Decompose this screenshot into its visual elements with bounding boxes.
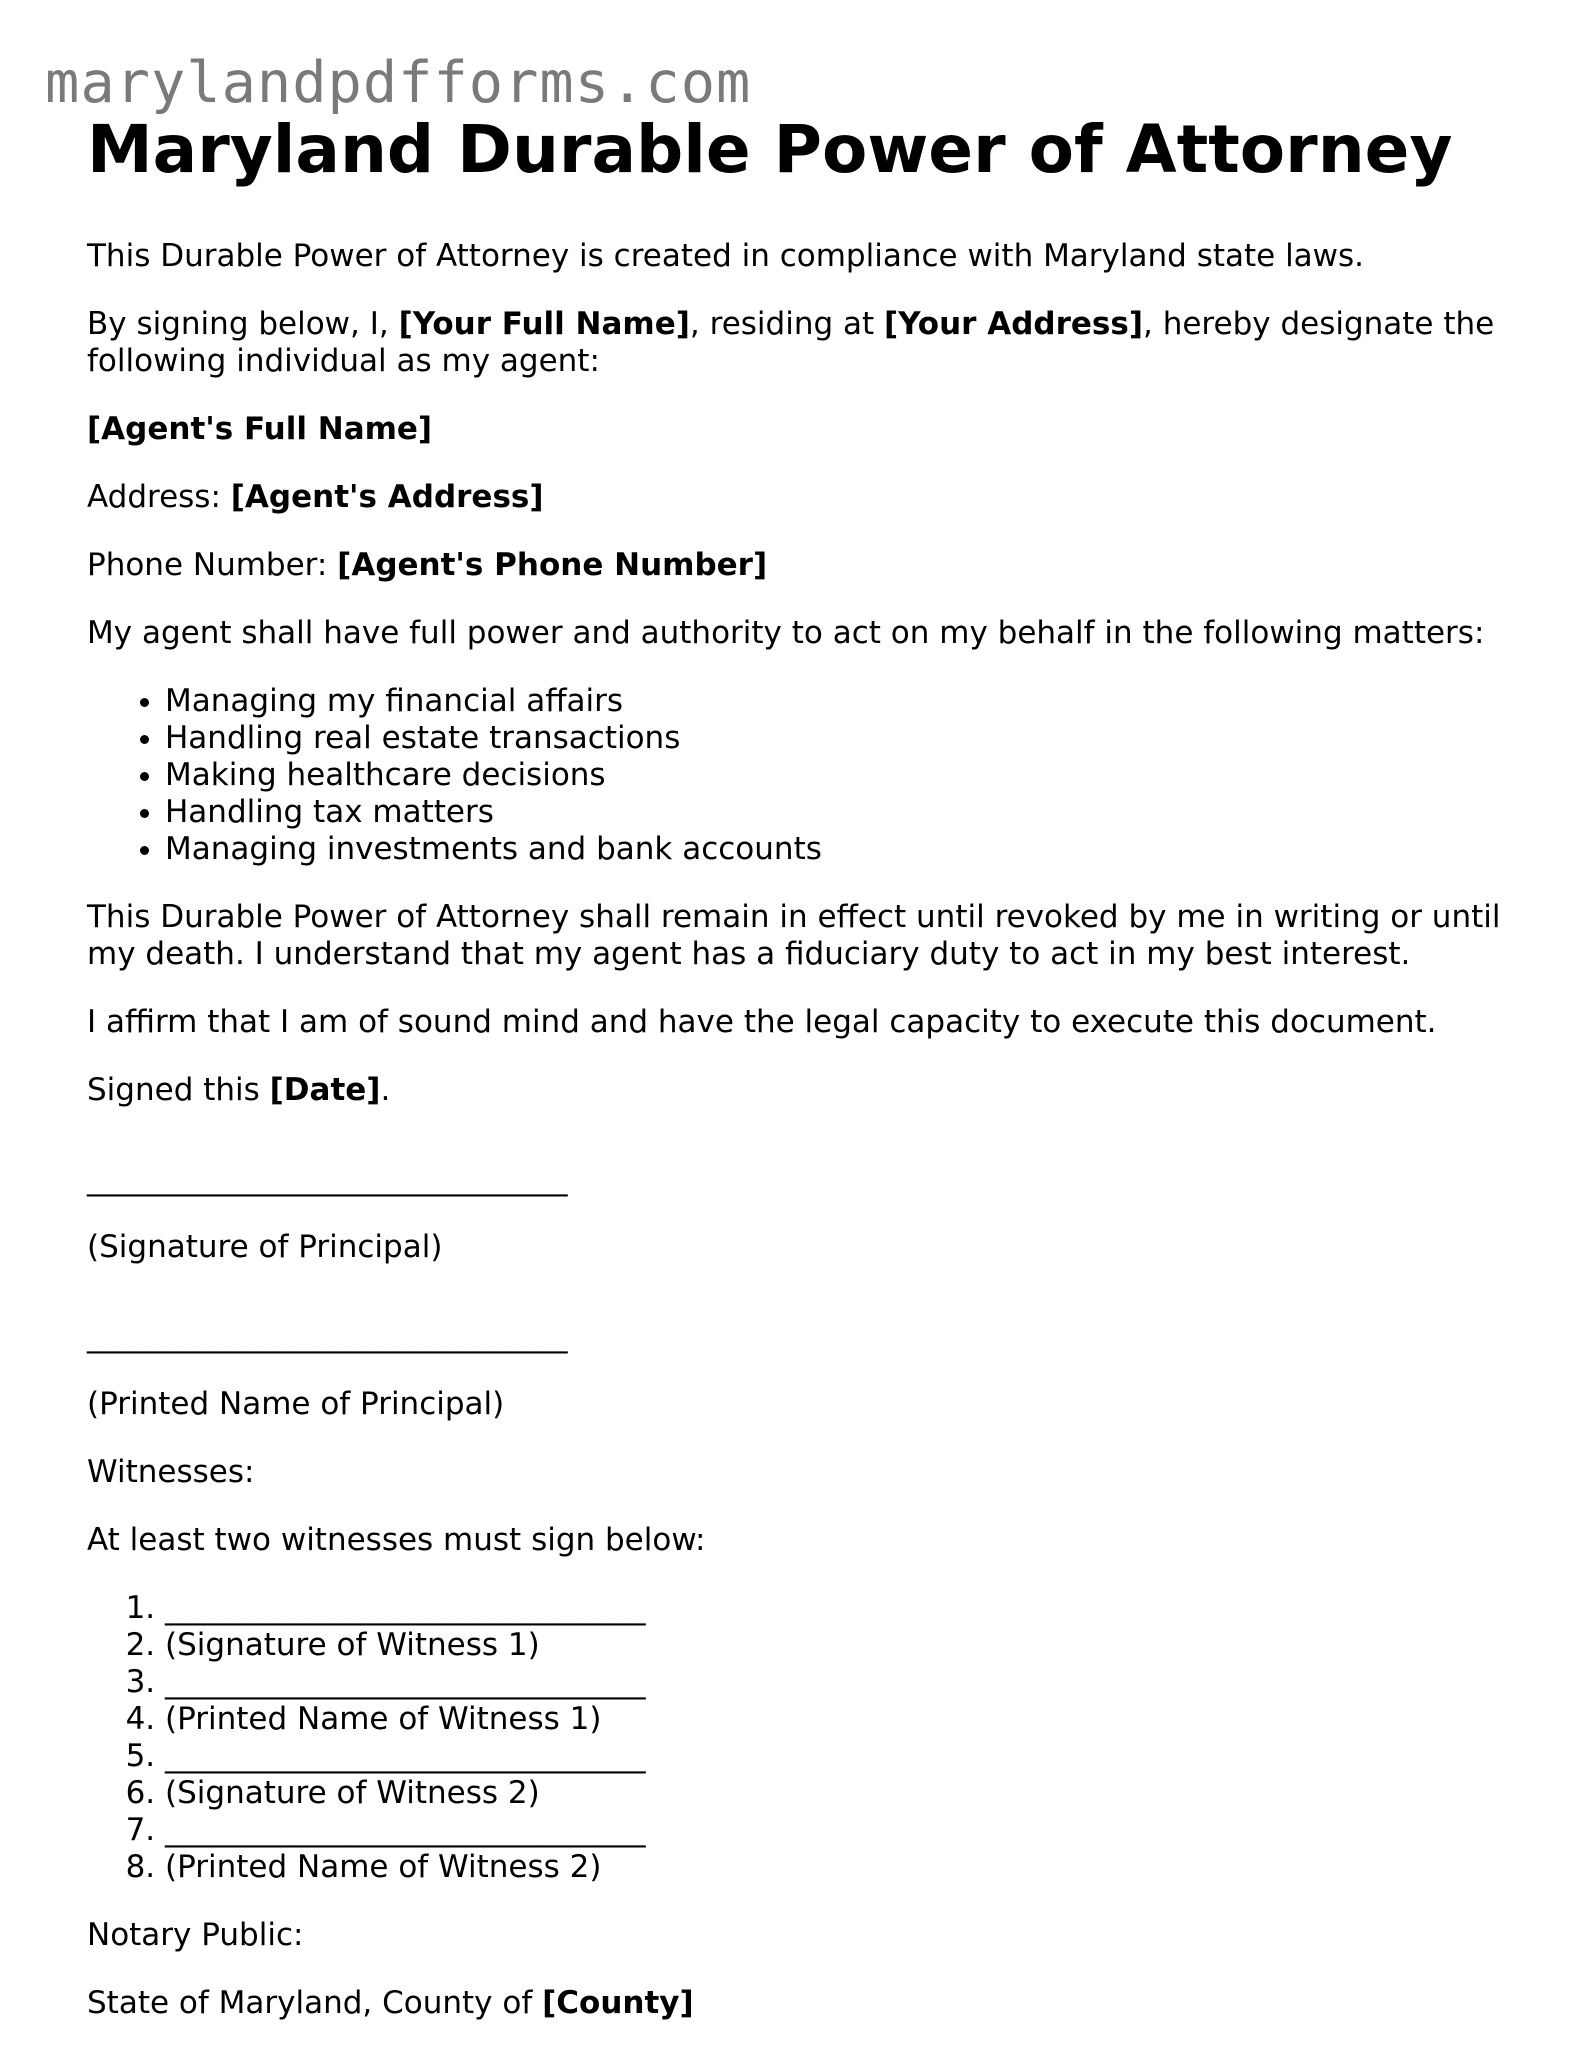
agent-phone-placeholder: [Agent's Phone Number] (337, 547, 768, 583)
watermark: marylandpdfforms.com (45, 50, 752, 116)
intro-paragraph: This Durable Power of Attorney is created in compliance with Maryland state laws. (87, 238, 1365, 274)
county-placeholder: [County] (542, 1985, 694, 2021)
agent-name-placeholder: [Agent's Full Name] (87, 411, 433, 447)
list-item: 3. _______________________________ (165, 1664, 1507, 1701)
principal-printed-label: (Printed Name of Principal) (87, 1386, 505, 1422)
principal-signature-line: _______________________________ (87, 1161, 568, 1197)
principal-signature-label: (Signature of Principal) (87, 1229, 443, 1265)
list-item: • Handling real estate transactions (165, 720, 1507, 757)
principal-printed-line: _______________________________ (87, 1318, 568, 1354)
powers-intro: My agent shall have full power and authority to act on my behalf in the following matters: (87, 615, 1485, 651)
agent-address: Address: [Agent's Address] (87, 479, 544, 515)
list-item: 5. _______________________________ (165, 1738, 1507, 1775)
date-placeholder: [Date] (269, 1072, 381, 1108)
document-body (87, 108, 1507, 2053)
list-item: • Managing investments and bank accounts (165, 831, 1507, 868)
list-item: 1. _______________________________ (165, 1590, 1507, 1627)
list-item: • Managing my financial affairs (165, 683, 1507, 720)
agent-phone: Phone Number: [Agent's Phone Number] (87, 547, 768, 583)
list-item: • Handling tax matters (165, 794, 1507, 831)
powers-list (87, 683, 1507, 868)
list-item: 8. (Printed Name of Witness 2) (165, 1849, 1507, 1886)
principal-name-placeholder: [Your Full Name] (398, 306, 690, 342)
principal-address-placeholder: [Your Address] (884, 306, 1143, 342)
witness-list (87, 1590, 1507, 1886)
witnesses-intro: At least two witnesses must sign below: (87, 1522, 706, 1558)
list-item: • Making healthcare decisions (165, 757, 1507, 794)
agent-name (87, 411, 1507, 448)
list-item: 2. (Signature of Witness 1) (165, 1627, 1507, 1664)
affirmation-paragraph: I affirm that I am of sound mind and have the legal capacity to execute this document. (87, 1004, 1437, 1040)
list-item: 7. _______________________________ (165, 1812, 1507, 1849)
designation-paragraph: By signing below, I, [Your Full Name], residing at [Your Address], hereby designate the following individual as my agent: (87, 306, 1495, 379)
notary-heading: Notary Public: (87, 1917, 304, 1953)
notary-state: State of Maryland, County of [County] (87, 1985, 694, 2021)
signed-date: Signed this [Date]. (87, 1072, 391, 1108)
document-title: Maryland Durable Power of Attorney (87, 111, 1453, 188)
list-item: 6. (Signature of Witness 2) (165, 1775, 1507, 1812)
witnesses-heading: Witnesses: (87, 1454, 255, 1490)
list-item: 4. (Printed Name of Witness 1) (165, 1701, 1507, 1738)
duration-paragraph: This Durable Power of Attorney shall remain in effect until revoked by me in writing or until my death. I understand that my agent has a fiduciary duty to act in my best interest. (87, 899, 1501, 972)
agent-address-placeholder: [Agent's Address] (230, 479, 544, 515)
